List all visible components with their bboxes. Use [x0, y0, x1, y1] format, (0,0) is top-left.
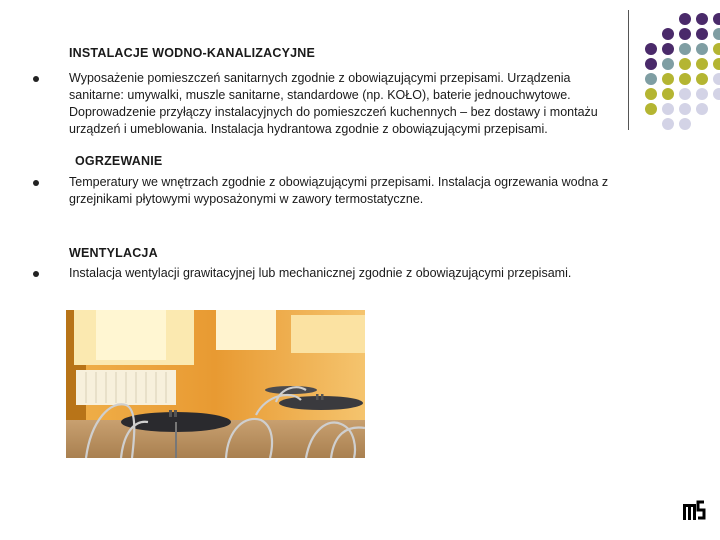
section-text-plumbing: [69, 70, 598, 138]
bullet-icon: [33, 271, 39, 277]
decorative-dot: [662, 73, 674, 85]
text-line: Temperatury we wnętrzach zgodnie z obowiązującymi przepisami. Instalacja ogrzewania wodna z: [69, 175, 609, 189]
decorative-dot: [645, 43, 657, 55]
section-heading-ventilation: WENTYLACJA: [69, 246, 158, 260]
text-line: sanitarne: umywalki, muszle sanitarne, standardowe (np. KOŁO), baterie jednouchwytowe.: [69, 88, 571, 102]
text-line: grzejnikami płytowymi wyposażonymi w zawory termostatyczne.: [69, 192, 424, 206]
text-line: Wyposażenie pomieszczeń sanitarnych zgodnie z obowiązującymi przepisami. Urządzenia: [69, 71, 571, 85]
decorative-dot: [679, 73, 691, 85]
decorative-dot: [662, 28, 674, 40]
decorative-dot: [696, 28, 708, 40]
bullet-icon: [33, 180, 39, 186]
decorative-dot: [713, 28, 720, 40]
decorative-dot: [713, 73, 720, 85]
decorative-dot: [713, 58, 720, 70]
ms-logo: [682, 498, 706, 527]
decorative-dot: [679, 88, 691, 100]
decorative-dot: [679, 43, 691, 55]
decorative-dot: [679, 28, 691, 40]
decorative-dot: [645, 103, 657, 115]
decorative-divider-line: [628, 10, 629, 130]
decorative-dot: [679, 118, 691, 130]
text-line: Doprowadzenie przyłączy instalacyjnych do pomieszczeń kuchennych – bez dostawy i montażu: [69, 105, 598, 119]
text-line: urządzeń i umeblowania. Instalacja hydrantowa zgodnie z obowiązującymi przepisami.: [69, 122, 548, 136]
decorative-dot: [662, 103, 674, 115]
decorative-dot: [679, 13, 691, 25]
decorative-dot: [645, 88, 657, 100]
decorative-dot: [662, 43, 674, 55]
decorative-dot: [713, 13, 720, 25]
decorative-dot: [662, 58, 674, 70]
decorative-dot: [645, 58, 657, 70]
bullet-icon: [33, 76, 39, 82]
decorative-dot: [696, 58, 708, 70]
decorative-dot: [662, 88, 674, 100]
decorative-dot: [713, 43, 720, 55]
section-text-ventilation: [69, 265, 571, 282]
section-text-heating: [69, 174, 608, 208]
decorative-dot: [696, 88, 708, 100]
decorative-dot: [679, 103, 691, 115]
decorative-dot: [679, 58, 691, 70]
cafeteria-photo: [66, 310, 365, 458]
section-heading-heating: OGRZEWANIE: [75, 154, 163, 168]
decorative-dot: [696, 43, 708, 55]
decorative-dot: [696, 13, 708, 25]
section-heading-plumbing: INSTALACJE WODNO-KANALIZACYJNE: [69, 46, 316, 60]
decorative-dot: [662, 118, 674, 130]
decorative-dot: [713, 88, 720, 100]
text-line: Instalacja wentylacji grawitacyjnej lub mechanicznej zgodnie z obowiązującymi przepisami.: [69, 266, 572, 280]
decorative-dot: [696, 73, 708, 85]
decorative-dot: [696, 103, 708, 115]
decorative-dot: [645, 73, 657, 85]
